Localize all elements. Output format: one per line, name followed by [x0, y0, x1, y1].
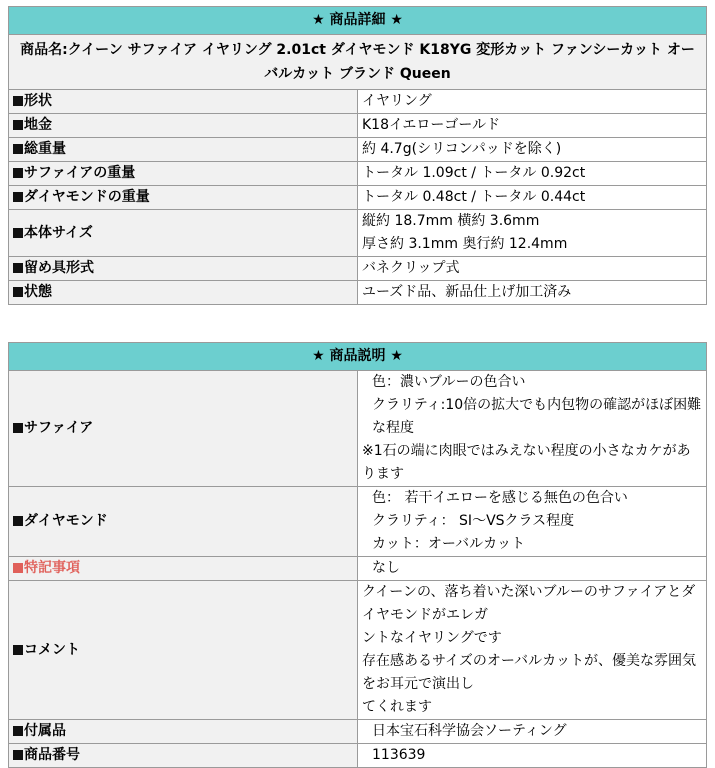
detail-row-size [9, 210, 707, 257]
square-bullet-icon [13, 96, 23, 106]
comment-line-4: てくれます [362, 699, 432, 715]
detail-table [8, 6, 707, 305]
row-value: ユーズド品、新品仕上げ加工済み [358, 281, 707, 305]
diamond-color: 色： 若干イエローを感じる無色の色合い [372, 490, 628, 506]
row-label: 地金 [24, 117, 52, 133]
row-label: 付属品 [24, 723, 66, 739]
square-bullet-icon [13, 645, 23, 655]
row-label: 商品番号 [24, 747, 80, 763]
detail-row-sapphire-weight [9, 162, 707, 186]
diamond-cut: カット：オーバルカット [372, 536, 526, 552]
square-bullet-icon [13, 192, 23, 202]
size-line-2: 厚さ約 3.1mm 奥行約 12.4mm [362, 236, 568, 252]
row-label: サファイア [24, 420, 94, 436]
row-value: 113639 [358, 744, 707, 768]
row-value: イヤリング [358, 90, 707, 114]
row-value: バネクリップ式 [358, 257, 707, 281]
comment-line-1: クイーンの、落ち着いた深いブルーのサファイアとダイヤモンドがエレガ [362, 584, 696, 623]
square-bullet-icon [13, 168, 23, 178]
square-bullet-icon [13, 120, 23, 130]
row-label: 留め具形式 [24, 260, 94, 276]
square-bullet-icon [13, 563, 23, 573]
row-label: サファイアの重量 [24, 165, 136, 181]
square-bullet-icon [13, 287, 23, 297]
detail-row-clasp [9, 257, 707, 281]
diamond-clarity: クラリティ： SI～VSクラス程度 [372, 513, 575, 529]
row-label: ダイヤモンド [24, 513, 108, 529]
row-label: コメント [24, 641, 80, 658]
square-bullet-icon [13, 516, 23, 526]
desc-row-special [9, 557, 707, 581]
square-bullet-icon [13, 423, 23, 433]
row-value: なし [358, 557, 707, 581]
row-label: 特記事項 [24, 560, 80, 576]
detail-row-condition [9, 281, 707, 305]
sapphire-clarity: クラリティ:10倍の拡大でも内包物の確認がほぼ困難な程度 [372, 397, 702, 436]
product-title: 商品名:クイーン サファイア イヤリング 2.01ct ダイヤモンド K18YG 変形カット ファンシーカット オーバルカット ブランド Queen [9, 35, 707, 90]
row-label: 本体サイズ [24, 224, 93, 241]
row-label: 総重量 [24, 141, 66, 157]
desc-row-diamond [9, 487, 707, 557]
detail-row-metal [9, 114, 707, 138]
row-label: ダイヤモンドの重量 [24, 189, 150, 205]
square-bullet-icon [13, 750, 23, 760]
row-label: 状態 [24, 284, 52, 300]
row-label: 形状 [24, 93, 52, 109]
row-value: 日本宝石科学協会ソーティング [358, 720, 707, 744]
detail-row-total-weight [9, 138, 707, 162]
description-table [8, 342, 707, 768]
detail-row-shape [9, 90, 707, 114]
detail-header: ★ 商品詳細 ★ [9, 7, 707, 35]
row-value: トータル 0.48ct / トータル 0.44ct [358, 186, 707, 210]
square-bullet-icon [13, 726, 23, 736]
comment-line-2: ントなイヤリングです [362, 630, 502, 646]
desc-row-sapphire [9, 371, 707, 487]
desc-row-accessory [9, 720, 707, 744]
sapphire-color: 色：濃いブルーの色合い [372, 374, 526, 390]
row-value: K18イエローゴールド [358, 114, 707, 138]
detail-row-diamond-weight [9, 186, 707, 210]
row-value: トータル 1.09ct / トータル 0.92ct [358, 162, 707, 186]
square-bullet-icon [13, 144, 23, 154]
description-header: ★ 商品説明 ★ [9, 343, 707, 371]
desc-row-product-number [9, 744, 707, 768]
desc-row-comment [9, 581, 707, 720]
row-value: 約 4.7g(シリコンパッドを除く) [358, 138, 707, 162]
size-line-1: 縦約 18.7mm 横約 3.6mm [362, 213, 540, 229]
comment-line-3: 存在感あるサイズのオーバルカットが、優美な雰囲気をお耳元で演出し [362, 653, 697, 692]
square-bullet-icon [13, 263, 23, 273]
sapphire-note: ※1石の端に肉眼ではみえない程度の小さなカケがあります [362, 443, 691, 482]
square-bullet-icon [13, 228, 23, 238]
